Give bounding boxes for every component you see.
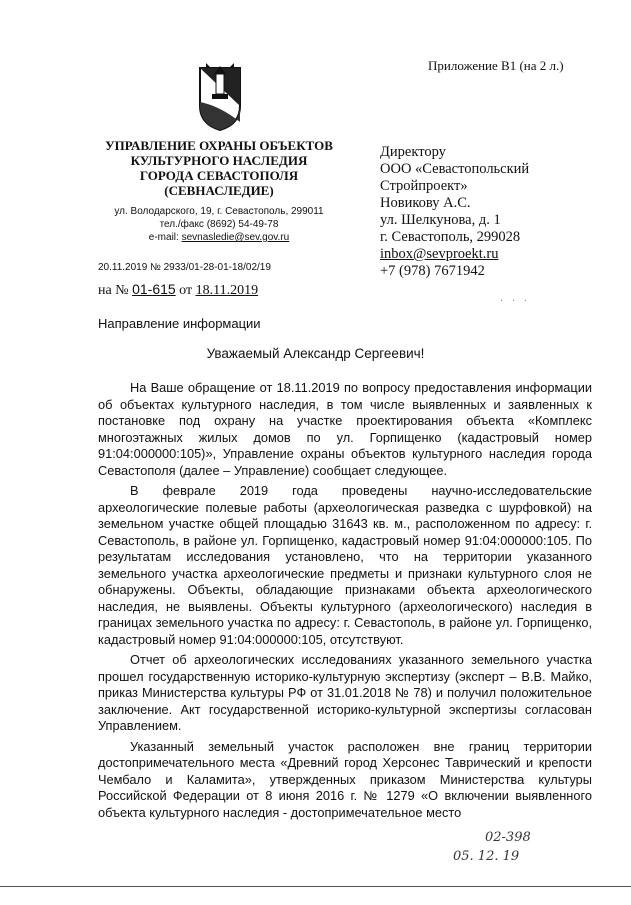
- addressee-email-link[interactable]: inbox@sevproekt.ru: [380, 246, 499, 262]
- addressee-line: г. Севастополь, 299028: [380, 229, 521, 245]
- addressee-phone: +7 (978) 7671942: [380, 263, 485, 279]
- org-phone: тел./факс (8692) 54-49-78: [159, 219, 279, 230]
- stamp-line-1: 02-398: [485, 830, 531, 845]
- reference-from: от: [179, 283, 193, 298]
- addressee-block: [380, 144, 529, 280]
- scan-mark: · · ·: [500, 296, 530, 307]
- org-line: УПРАВЛЕНИЕ ОХРАНЫ ОБЪЕКТОВ: [105, 138, 333, 153]
- body-paragraph: Отчет об археологических исследованиях указанного земельного участка прошел государственную историко-культурную экспертизу (эксперт – В.В. Майко, приказ Министерства культуры РФ от 31.01.2018 № 78) и получил положительное заключение. Акт государственной историко-культурной экспертизы согласован Управлением.: [98, 652, 592, 733]
- org-line: КУЛЬТУРНОГО НАСЛЕДИЯ: [130, 153, 308, 168]
- org-email-link[interactable]: sevnasledie@sev.gov.ru: [181, 232, 290, 243]
- letter-body: [98, 380, 592, 825]
- addressee-line: ООО «Севастопольский: [380, 161, 530, 177]
- body-paragraph: На Ваше обращение от 18.11.2019 по вопросу предоставления информации об объектах культурного наследия, в том числе выявленных и заявленных к постановке под охрану на участке проектирования объекта «Комплекс многоэтажных жилых домов по ул. Горпищенко (кадастровый номер 91:04:000000:105)», Управление охраны объектов культурного наследия города Севастополя (далее – Управление) сообщает следующее.: [98, 380, 592, 478]
- org-email-label: e-mail:: [148, 232, 182, 243]
- body-paragraph: В феврале 2019 года проведены научно-исследовательские археологические полевые работы (археологическая разведка с шурфовкой) на земельном участке общей площадью 31643 кв. м., расположенном по адресу: г. Севастополь, в районе ул. Горпищенко, кадастровый номер 91:04:000000:105. По результатам исследования установлено, что на территории указанного земельного участка археологические предметы и признаки культурного слоя не обнаружены. Объекты, обладающие признаками объекта археологического наследия, не выявлены. Объекты культурного (археологического) наследия в границах земельного участка по адресу: г. Севастополь, в районе ул. Горпищенко, кадастровый номер 91:04:000000:105, отсутствуют.: [98, 483, 592, 647]
- organization-name: [96, 138, 342, 198]
- org-email-line: [96, 231, 342, 244]
- outgoing-number: 20.11.2019 № 2933/01-28-01-18/02/19: [98, 262, 271, 273]
- reference-number: 01-615: [132, 281, 176, 297]
- reference-date: 18.11.2019: [195, 283, 259, 298]
- reference-prefix: на №: [98, 283, 129, 298]
- addressee-line: Новикову А.С.: [380, 195, 471, 211]
- stamp-line-2: 05. 12. 19: [453, 849, 520, 864]
- addressee-line: Стройпроект»: [380, 178, 468, 194]
- handwritten-registration-stamp: [445, 826, 555, 866]
- greeting: Уважаемый Александр Сергеевич!: [206, 346, 425, 361]
- page-bottom-rule: [0, 886, 631, 887]
- org-address: ул. Володарского, 19, г. Севастополь, 299011: [114, 206, 324, 217]
- org-line: ГОРОДА СЕВАСТОПОЛЯ: [139, 168, 299, 183]
- appendix-label: Приложение В1 (на 2 л.): [428, 58, 564, 73]
- addressee-line: ул. Шелкунова, д. 1: [380, 212, 501, 228]
- reference-line: [98, 281, 258, 299]
- org-line: (СЕВНАСЛЕДИЕ): [164, 183, 274, 198]
- organization-contacts: [96, 205, 342, 244]
- addressee-line: Директору: [380, 144, 446, 160]
- body-paragraph: Указанный земельный участок расположен вне границ территории достопримечательного места «Древний город Херсонес Таврический и крепости Чембало и Каламита», утвержденных приказом Министерства культуры Российской Федерации от 8 июня 2016 г. № 1279 «О включении выявленного объекта культурного наследия - достопримечательное место: [98, 738, 592, 820]
- subject-line: Направление информации: [98, 316, 261, 331]
- coat-of-arms-icon: [196, 62, 244, 132]
